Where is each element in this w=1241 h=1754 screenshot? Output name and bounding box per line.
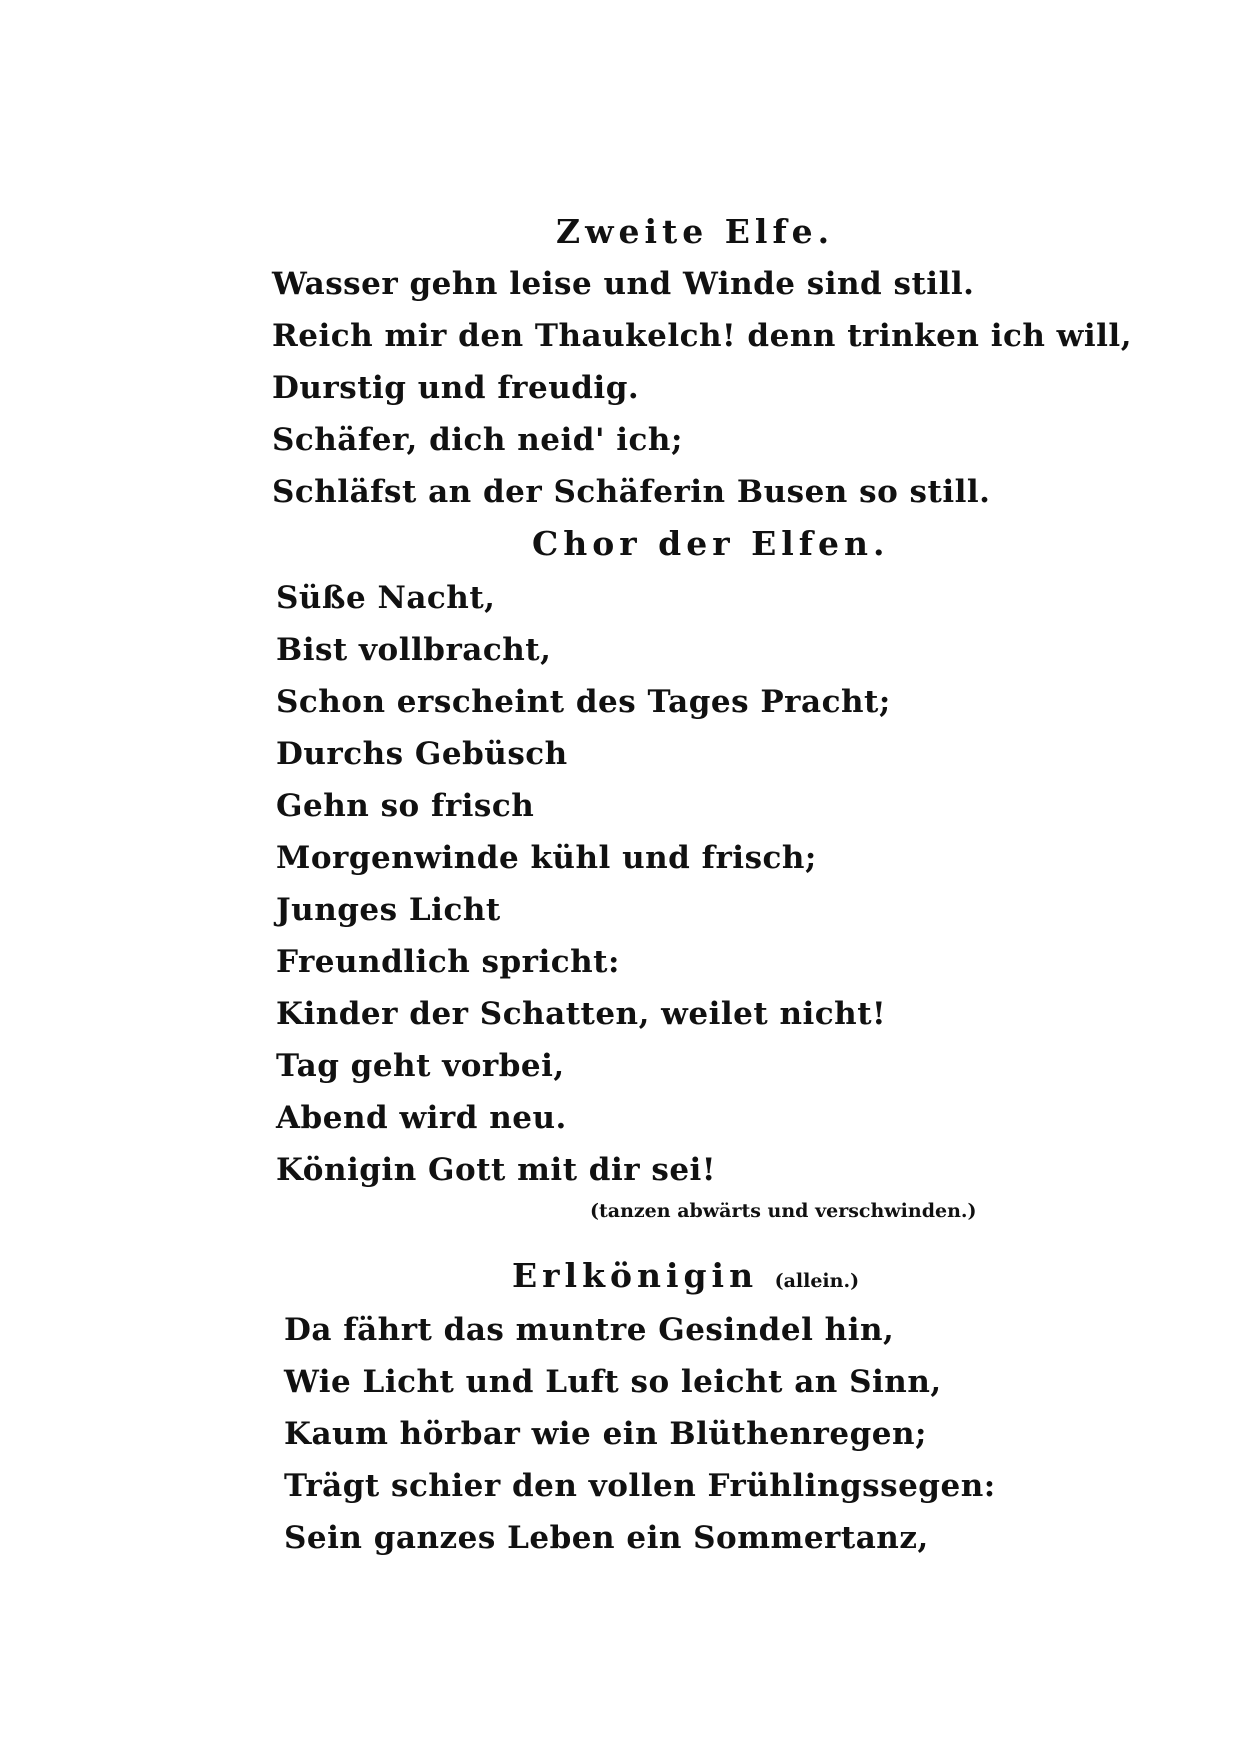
verse-line: Trägt schier den vollen Frühlingssegen: [284, 1468, 996, 1504]
verse-line: Süße Nacht, [276, 580, 496, 616]
heading-erlkoenigin-title: Erlkönigin [512, 1256, 759, 1295]
verse-line: Kinder der Schatten, weilet nicht! [276, 996, 887, 1032]
verse-line: Da fährt das muntre Gesindel hin, [284, 1312, 895, 1348]
verse-line: Wie Licht und Luft so leicht an Sinn, [284, 1364, 942, 1400]
verse-line: Abend wird neu. [276, 1100, 567, 1136]
heading-erlkoenigin-note: (allein.) [774, 1270, 860, 1292]
verse-line: Tag geht vorbei, [276, 1048, 565, 1084]
stage-direction: (tanzen abwärts und verschwinden.) [590, 1200, 977, 1222]
verse-line: Kaum hörbar wie ein Blüthenregen; [284, 1416, 927, 1452]
verse-line: Morgenwinde kühl und frisch; [276, 840, 817, 876]
heading-erlkoenigin [512, 1256, 859, 1301]
verse-line: Junges Licht [276, 892, 501, 928]
verse-line: Wasser gehn leise und Winde sind still. [272, 266, 975, 302]
verse-line: Freundlich spricht: [276, 944, 620, 980]
verse-line: Durstig und freudig. [272, 370, 640, 406]
verse-line: Gehn so frisch [276, 788, 535, 824]
verse-line: Durchs Gebüsch [276, 736, 568, 772]
verse-line: Bist vollbracht, [276, 632, 552, 668]
verse-line: Schläfst an der Schäferin Busen so still. [272, 474, 991, 510]
heading-zweite-elfe: Zweite Elfe. [556, 212, 835, 251]
heading-chor-der-elfen: Chor der Elfen. [532, 524, 890, 563]
verse-line: Sein ganzes Leben ein Sommertanz, [284, 1520, 929, 1556]
verse-line: Schon erscheint des Tages Pracht; [276, 684, 891, 720]
verse-line: Reich mir den Thaukelch! denn trinken ich will, [272, 318, 1132, 354]
verse-line: Königin Gott mit dir sei! [276, 1152, 716, 1188]
verse-line: Schäfer, dich neid' ich; [272, 422, 683, 458]
